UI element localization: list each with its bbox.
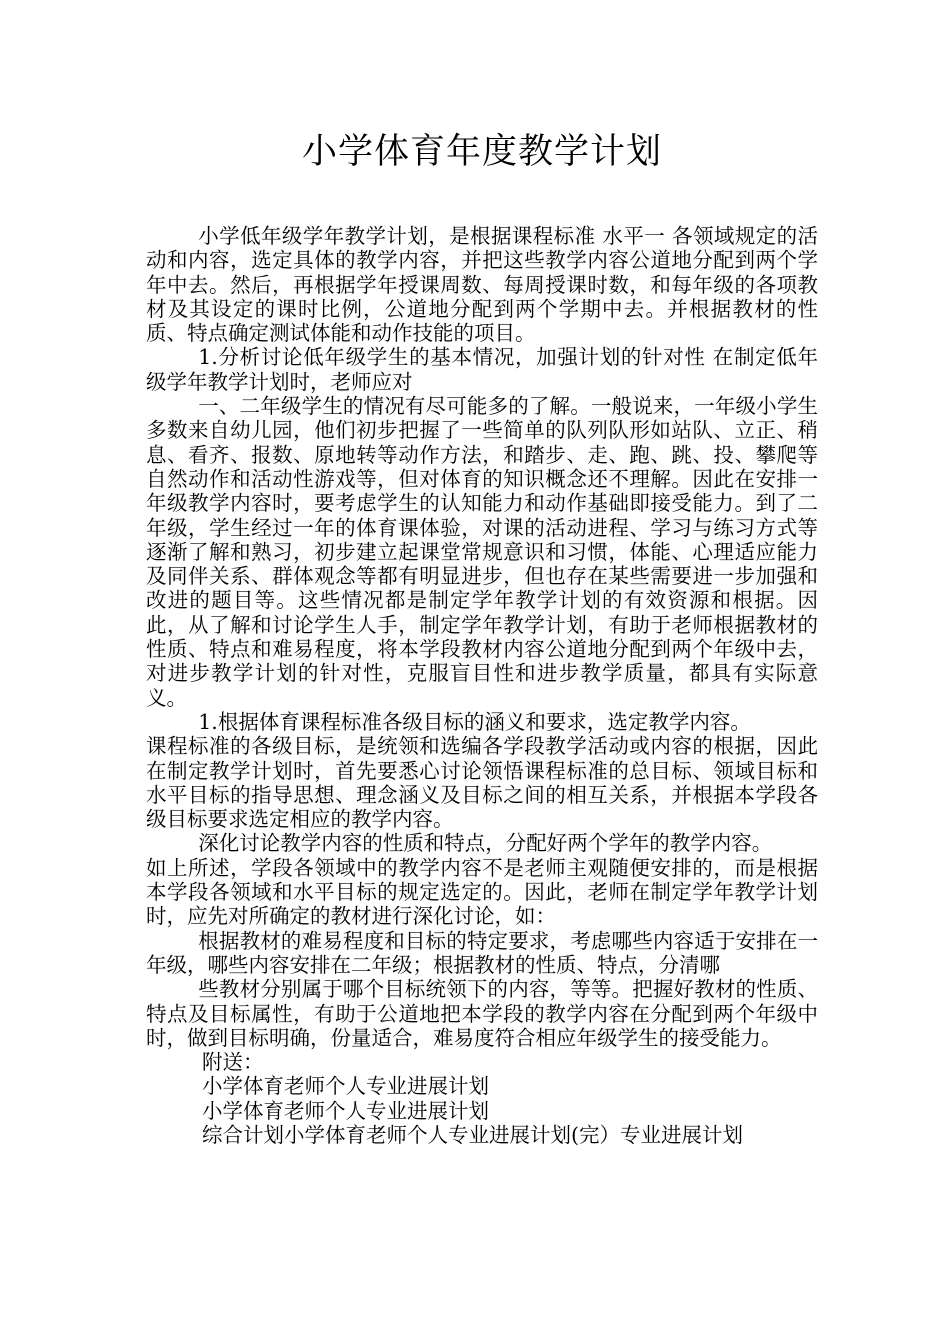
paragraph-curriculum-goals: 课程标准的各级目标，是统领和选编各学段教学活动或内容的根据，因此在制定教学计划时，首先要悉心讨论领悟课程标准的总目标、领域目标和水平目标的指导思想、理念涵义及目标之间的相互关系，并根据本学段各级目标要求选定相应的教学内容。 [146, 734, 818, 832]
document-page [146, 128, 818, 1147]
paragraph-as-mentioned: 如上所述，学段各领域中的教学内容不是老师主观随便安排的，而是根据本学段各领域和水平目标的规定选定的。因此，老师在制定学年教学计划时，应先对所确定的教材进行深化讨论，如： [146, 855, 818, 929]
document-title: 小学体育年度教学计划 [301, 132, 662, 172]
paragraph-intro: 小学低年级学年教学计划，是根据课程标准 水平一 各领域规定的活动和内容，选定具体的教学内容，并把这些教学内容公道地分配到两个学年中去。然后，再根据学年授课周数、每周授课时数，和每年级的各项教材及其设定的课时比例，公道地分配到两个学期中去。并根据教材的性质、特点确定测试体能和动作技能的项目。 [146, 224, 818, 346]
paragraph-section-2: 1.根据体育课程标准各级目标的涵义和要求，选定教学内容。 [198, 709, 751, 734]
paragraph-difficulty: 根据教材的难易程度和目标的特定要求，考虑哪些内容适于安排在一年级，哪些内容安排在二年级；根据教材的性质、特点，分清哪 [146, 928, 818, 977]
appendix-item: 综合计划小学体育老师个人专业进展计划(完）专业进展计划 [202, 1122, 743, 1147]
paragraph-section-1: 1.分析讨论低年级学生的基本情况，加强计划的针对性 在制定低年级学年教学计划时，老师应对 [146, 345, 818, 394]
paragraph-material-attributes: 些教材分别属于哪个目标统领下的内容，等等。把握好教材的性质、特点及目标属性，有助于公道地把本学段的教学内容在分配到两个年级中时，做到目标明确，份量适合，难易度符合相应年级学生的接受能力。 [146, 977, 818, 1050]
paragraph-student-situation: 一、二年级学生的情况有尽可能多的了解。一般说来，一年级小学生多数来自幼儿园，他们初步把握了一些简单的队列队形如站队、立正、稍息、看齐、报数、原地转等动作方法，和踏步、走、跑、跳、投、攀爬等自然动作和活动性游戏等，但对体育的知识概念还不理解。因此在安排一年级教学内容时，要考虑学生的认知能力和动作基础即接受能力。到了二年级，学生经过一年的体育课体验，对课的活动进程、学习与练习方式等逐渐了解和熟习，初步建立起课堂常规意识和习惯，体能、心理适应能力及同伴关系、群体观念等都有明显进步，但也存在某些需要进一步加强和改进的题目等。这些情况都是制定学年教学计划的有效资源和根据。因此，从了解和讨论学生人手，制定学年教学计划，有助于老师根据教材的性质、特点和难易程度，将本学段教材内容公道地分配到两个年级中去，对进步教学计划的针对性，克服盲目性和进步教学质量，都具有实际意义。 [146, 394, 818, 710]
appendix-item: 小学体育老师个人专业进展计划 [202, 1074, 489, 1099]
appendix-label: 附送： [202, 1050, 264, 1075]
appendix-item: 小学体育老师个人专业进展计划 [202, 1098, 489, 1123]
paragraph-deepen-discussion: 深化讨论教学内容的性质和特点，分配好两个学年的教学内容。 [198, 831, 773, 856]
